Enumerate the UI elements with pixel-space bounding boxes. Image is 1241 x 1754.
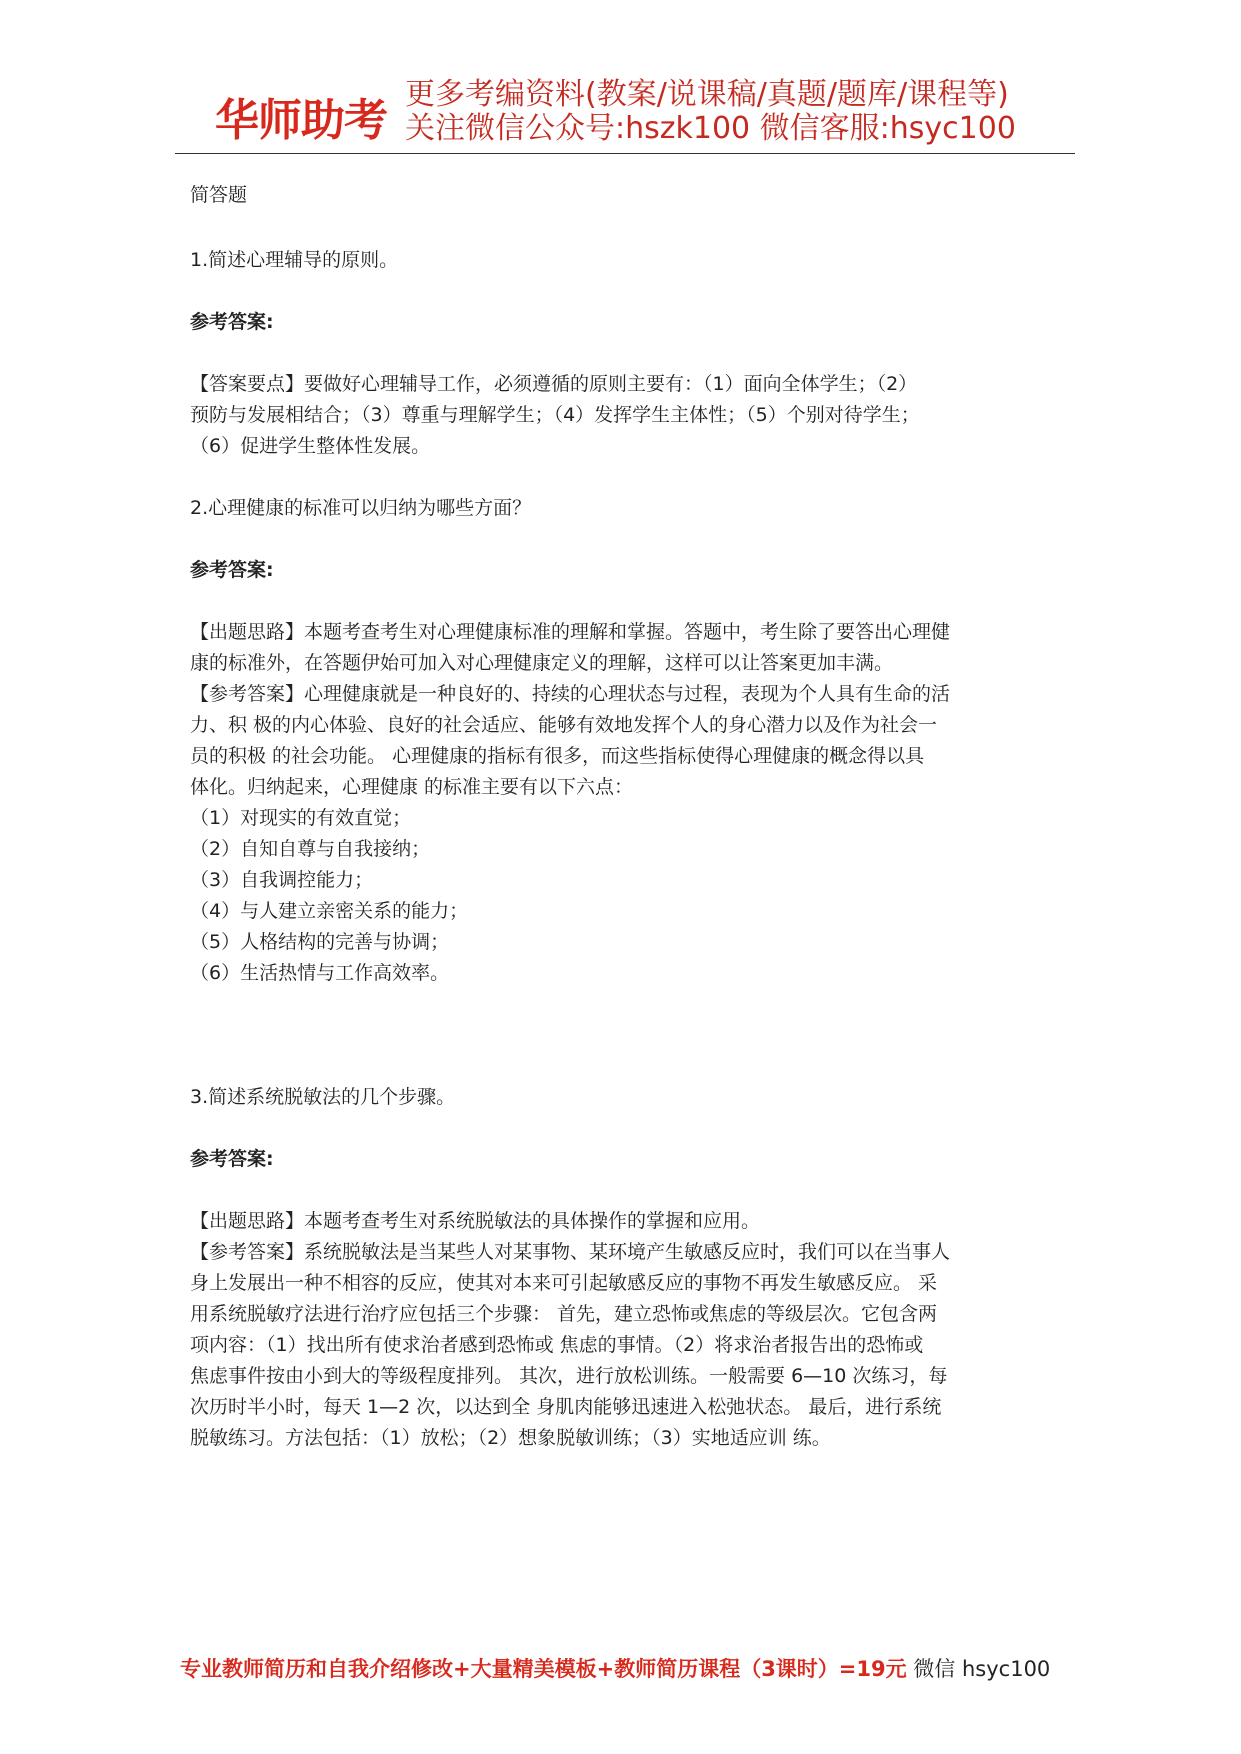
answer-label-3: 参考答案: — [190, 1148, 274, 1170]
answer-1 — [190, 369, 1060, 462]
answer-3-line: 【出题思路】本题考查考生对系统脱敏法的具体操作的掌握和应用。 — [190, 1210, 761, 1232]
answer-2-line: 力、积 极的内心体验、良好的社会适应、能够有效地发挥个人的身心潜力以及作为社会一 — [190, 714, 938, 736]
answer-2-line: 【出题思路】本题考查考生对心理健康标准的理解和掌握。答题中，考生除了要答出心理健 — [190, 621, 951, 643]
answer-3-line: 项内容：（1）找出所有使求治者感到恐怖或 焦虑的事情。（2）将求治者报告出的恐怖或 — [190, 1334, 924, 1356]
answer-3-line: 用系统脱敏疗法进行治疗应包括三个步骤： 首先，建立恐怖或焦虑的等级层次。它包含两 — [190, 1303, 938, 1325]
footer-contact: 微信 hsyc100 — [913, 1657, 1051, 1681]
answer-label-2: 参考答案: — [190, 559, 274, 581]
answer-3 — [190, 1206, 1060, 1454]
question-2: 2.心理健康的标准可以归纳为哪些方面？ — [190, 497, 532, 519]
answer-2-line: （6）生活热情与工作高效率。 — [190, 962, 450, 984]
answer-2-line: 康的标准外，在答题伊始可加入对心理健康定义的理解，这样可以让答案更加丰满。 — [190, 652, 894, 674]
header-banner — [175, 76, 1075, 148]
answer-2-line: （4）与人建立亲密关系的能力； — [190, 900, 469, 922]
answer-2-line: （5）人格结构的完善与协调； — [190, 931, 450, 953]
answer-label-1: 参考答案: — [190, 311, 274, 333]
slogan-line-2: 关注微信公众号:hszk100 微信客服:hsyc100 — [405, 111, 1016, 146]
header-divider — [175, 153, 1075, 154]
answer-2-line: 体化。归纳起来，心理健康 的标准主要有以下六点： — [190, 776, 634, 798]
brand-logo: 华师助考 — [215, 95, 387, 146]
answer-2-line: （3）自我调控能力； — [190, 869, 374, 891]
answer-3-line: 【参考答案】系统脱敏法是当某些人对某事物、某环境产生敏感反应时，我们可以在当事人 — [190, 1241, 951, 1263]
answer-2-line: 员的积极 的社会功能。 心理健康的指标有很多，而这些指标使得心理健康的概念得以具 — [190, 745, 925, 767]
answer-2 — [190, 617, 1060, 989]
answer-1-line: （6）促进学生整体性发展。 — [190, 435, 431, 457]
answer-3-line: 脱敏练习。方法包括：（1）放松；（2）想象脱敏训练；（3）实地适应训 练。 — [190, 1427, 831, 1449]
answer-1-line: 【答案要点】要做好心理辅导工作，必须遵循的原则主要有：（1）面向全体学生；（2） — [190, 373, 918, 395]
answer-2-line: （1）对现实的有效直觉； — [190, 807, 412, 829]
question-1: 1.简述心理辅导的原则。 — [190, 249, 399, 271]
document-body — [190, 180, 1060, 1454]
slogan-line-1: 更多考编资料(教案/说课稿/真题/题库/课程等) — [405, 77, 1009, 112]
answer-3-line: 身上发展出一种不相容的反应，使其对本来可引起敏感反应的事物不再发生敏感反应。 采 — [190, 1272, 938, 1294]
section-title: 简答题 — [190, 184, 248, 206]
question-3: 3.简述系统脱敏法的几个步骤。 — [190, 1086, 456, 1108]
answer-2-line: （2）自知自尊与自我接纳； — [190, 838, 431, 860]
answer-3-line: 次历时半小时，每天 1—2 次，以达到全 身肌肉能够迅速进入松弛状态。 最后，进行系统 — [190, 1396, 942, 1418]
header-slogan — [405, 78, 1016, 146]
footer-promo-text: 专业教师简历和自我介绍修改+大量精美模板+教师简历课程（3课时）=19元 — [180, 1657, 907, 1681]
answer-1-line: 预防与发展相结合；（3）尊重与理解学生；（4）发挥学生主体性；（5）个别对待学生； — [190, 404, 920, 426]
footer-promo — [180, 1653, 1050, 1683]
answer-3-line: 焦虑事件按由小到大的等级程度排列。 其次，进行放松训练。一般需要 6—10 次练习，每 — [190, 1365, 948, 1387]
answer-2-line: 【参考答案】心理健康就是一种良好的、持续的心理状态与过程，表现为个人具有生命的活 — [190, 683, 951, 705]
